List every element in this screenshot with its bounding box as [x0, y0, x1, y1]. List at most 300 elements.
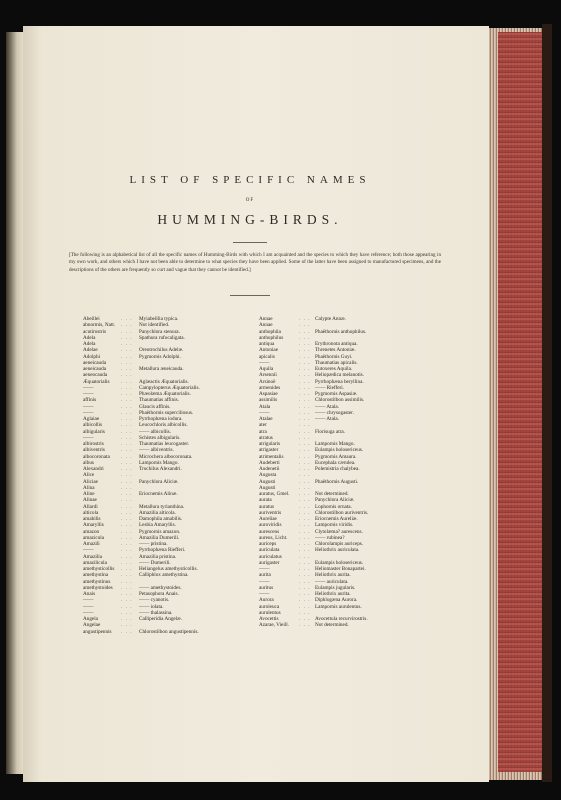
species-reference: —— cyanotis.	[139, 597, 170, 604]
leader-dots: . . .	[121, 341, 133, 347]
leader-dots: . . .	[299, 347, 311, 354]
species-reference: Eulampis jugularis.	[315, 584, 356, 591]
species-name: Amazilia	[83, 553, 103, 560]
species-name: Alinae	[83, 497, 97, 504]
species-reference: Amazilia Dumerili.	[139, 534, 180, 541]
leader-dots: . . .	[121, 528, 133, 535]
names-column-right	[259, 316, 439, 629]
leader-dots: . . .	[121, 497, 133, 504]
species-name: atrigaster	[259, 447, 279, 454]
species-name: ——	[259, 409, 270, 416]
species-reference: Chlorostilbon angustipennis.	[139, 628, 199, 635]
leader-dots: . . .	[299, 566, 311, 572]
leader-dots: . . .	[121, 509, 133, 516]
leader-dots: . . .	[299, 503, 311, 510]
leader-dots: . . .	[299, 534, 311, 541]
leader-dots: . . .	[121, 553, 133, 560]
species-reference: Threnetes Antoniæ.	[315, 347, 356, 354]
leader-dots: . . .	[121, 384, 133, 391]
leader-dots: . . .	[299, 378, 311, 385]
leader-dots: . . .	[121, 578, 133, 585]
species-reference: Eucephala cærulea.	[315, 459, 356, 466]
species-name: auritus	[259, 584, 274, 591]
species-name: Augusti	[259, 478, 276, 485]
leader-dots: . . .	[299, 322, 311, 329]
species-name: auroleuca	[259, 603, 280, 610]
leader-dots: . . .	[121, 572, 133, 579]
leader-dots: . . .	[121, 491, 133, 497]
species-reference: Petasophora Anais.	[139, 591, 179, 597]
leader-dots: . . .	[121, 322, 133, 329]
species-name: Aquila	[259, 366, 274, 372]
leader-dots: . . .	[121, 478, 133, 485]
species-reference: Not determined.	[315, 491, 349, 497]
leader-dots: . . .	[121, 453, 133, 460]
leader-dots: . . .	[299, 441, 311, 447]
species-reference: Calliperidia Angelæ.	[139, 616, 182, 622]
species-name: auriculata	[259, 547, 280, 554]
species-reference: Heliopædica melanotis.	[315, 372, 364, 379]
species-reference: Panychlora stenura.	[139, 328, 180, 335]
species-name: Æquatorialis	[83, 378, 110, 385]
leader-dots: . . .	[299, 559, 311, 566]
species-name: ——	[83, 384, 94, 391]
leader-dots: . . .	[299, 353, 311, 360]
species-name: apicalis	[259, 353, 275, 360]
species-reference: —— rubinea?	[315, 534, 345, 541]
species-reference: Heliangelus amethysticollis.	[139, 566, 198, 572]
species-name: Angela	[83, 616, 98, 622]
leader-dots: . . .	[121, 547, 133, 554]
species-reference: —— iolata.	[139, 603, 164, 610]
species-name: ——	[83, 547, 94, 554]
species-name: anthophilus	[259, 334, 284, 341]
species-name: ——	[83, 391, 94, 397]
leader-dots: . . .	[299, 384, 311, 391]
species-name: ——	[83, 597, 94, 604]
species-reference: Eulampis holosericeus.	[315, 447, 364, 454]
species-name: ——	[259, 359, 270, 366]
species-name: albicollis	[83, 422, 103, 429]
species-name: albirostris	[83, 441, 104, 447]
species-name: albigularis	[83, 428, 105, 435]
species-name: Annae	[259, 322, 273, 329]
species-name: acutirostris	[83, 328, 107, 335]
species-name: aureus, Licht.	[259, 534, 288, 541]
species-name: amethystinus	[83, 578, 111, 585]
leader-dots: . . .	[299, 609, 311, 616]
leader-dots: . . .	[299, 453, 311, 460]
species-name: aurigaster	[259, 559, 280, 566]
species-name: Aspasiae	[259, 391, 278, 397]
species-name: aurita	[259, 572, 271, 579]
leader-dots: . . .	[299, 578, 311, 585]
leader-dots: . . .	[299, 328, 311, 335]
species-reference: Amazilia alticola.	[139, 509, 176, 516]
species-reference: Lampornis Mango.	[139, 459, 179, 466]
leader-dots: . . .	[299, 416, 311, 422]
species-reference: Florisuga atra.	[315, 428, 345, 435]
species-name: ——	[259, 566, 270, 572]
leader-dots: . . .	[121, 584, 133, 591]
species-name: ——	[83, 403, 94, 410]
species-name: albiventris	[83, 447, 105, 454]
species-reference: Lophornis ornata.	[315, 503, 352, 510]
leader-dots: . . .	[121, 422, 133, 429]
species-name: angustipennis	[83, 628, 112, 635]
species-name: Alina	[83, 484, 95, 491]
leader-dots: . . .	[121, 378, 133, 385]
species-reference: Metallura tyrianthina.	[139, 503, 185, 510]
leader-dots: . . .	[299, 622, 311, 629]
species-name: aeneicauda	[83, 359, 107, 366]
leader-dots: . . .	[121, 541, 133, 547]
species-name: Aurora	[259, 597, 274, 604]
species-reference: —— auriculata.	[315, 578, 349, 585]
leader-dots: . . .	[299, 409, 311, 416]
leader-dots: . . .	[299, 547, 311, 554]
species-name: Aglaiae	[83, 416, 100, 422]
species-reference: Calypte Annæ.	[315, 316, 346, 322]
species-name: atrigularis	[259, 441, 281, 447]
species-reference: Myiabeillia typica.	[139, 316, 179, 322]
species-name: Abeillei	[83, 316, 100, 322]
leader-dots: . . .	[121, 466, 133, 472]
species-reference: —— thalassina.	[139, 609, 173, 616]
leader-dots: . . .	[121, 447, 133, 454]
leader-dots: . . .	[299, 484, 311, 491]
species-reference: Pyrrhophæna beryllina.	[315, 378, 364, 385]
species-name: aeneocauda	[83, 372, 108, 379]
leader-dots: . . .	[121, 334, 133, 341]
page-title-line1: LIST OF SPECIFIC NAMES	[129, 174, 371, 186]
species-reference: Pygmornis amazon.	[139, 528, 181, 535]
species-name: aurata	[259, 497, 272, 504]
species-reference: Chlorostilbon auriventris.	[315, 509, 369, 516]
species-reference: Trochilus Alexandri.	[139, 466, 182, 472]
species-reference: Chlorostilbon assimilis.	[315, 397, 365, 404]
species-reference: Polemistria chalybea.	[315, 466, 360, 472]
species-name: alticola	[83, 509, 99, 516]
leader-dots: . . .	[121, 503, 133, 510]
leader-dots: . . .	[121, 616, 133, 622]
species-reference: Leucochloris albicollis.	[139, 422, 188, 429]
species-name: Amazili	[83, 541, 100, 547]
species-reference: Phaëthornis superciliosus.	[139, 409, 194, 416]
species-name: ——	[259, 578, 270, 585]
leader-dots: . . .	[121, 628, 133, 635]
species-name: ater	[259, 422, 267, 429]
species-name: amazon	[83, 528, 100, 535]
leader-dots: . . .	[121, 441, 133, 447]
leader-dots: . . .	[121, 316, 133, 322]
left-page-edge	[6, 32, 24, 774]
leader-dots: . . .	[299, 522, 311, 529]
species-name: Aliciae	[83, 478, 98, 485]
leader-dots: . . .	[299, 428, 311, 435]
species-reference: —— chrysogaster.	[315, 409, 354, 416]
species-reference: Pygmornis Aspasiæ.	[315, 391, 358, 397]
species-reference: Amazilia pristina.	[139, 553, 177, 560]
species-reference: Heliothrix aurita.	[315, 591, 351, 597]
species-reference: Microchera albocoronata.	[139, 453, 193, 460]
leader-dots: . . .	[121, 603, 133, 610]
leader-dots: . . .	[299, 391, 311, 397]
species-name: abnormis, Natt.	[83, 322, 116, 329]
intro-rule	[230, 295, 270, 296]
intro-paragraph: [The following is an alphabetical list of all the specific names of Humming-Birds with which I am acquainted and the species to which they have reference; both those appearing in my own work, and others which I have not been able to determine to what species they have been applied. Some of the latter have been assigned to manufactured specimens, and the descriptions of the others are frequently so curt and vague that they cannot be identified.]	[69, 252, 441, 273]
species-reference: Calliphlox amethystina.	[139, 572, 189, 579]
leader-dots: . . .	[299, 403, 311, 410]
species-reference: Heliothrix auriculata.	[315, 547, 360, 554]
species-reference: Spathura rufocaligata.	[139, 334, 185, 341]
species-reference: Phæolæma Æquatorialis.	[139, 391, 191, 397]
leader-dots: . . .	[121, 353, 133, 360]
species-name: Arsinoë	[259, 378, 276, 385]
leader-dots: . . .	[121, 428, 133, 435]
leader-dots: . . .	[121, 622, 133, 629]
leader-dots: . . .	[299, 459, 311, 466]
leader-dots: . . .	[299, 553, 311, 560]
species-name: auroviridis	[259, 522, 282, 529]
species-reference: —— amethystoides.	[139, 584, 182, 591]
species-name: aurescens	[259, 528, 280, 535]
leader-dots: . . .	[121, 347, 133, 354]
species-reference: —— Riefferi.	[315, 384, 345, 391]
leader-dots: . . .	[299, 616, 311, 622]
species-reference: Diphlogæna Aurora.	[315, 597, 358, 604]
leader-dots: . . .	[121, 591, 133, 597]
species-reference: Phaëthornis Augusti.	[315, 478, 359, 485]
species-name: anthophila	[259, 328, 281, 335]
species-name: ——	[83, 603, 94, 610]
species-name: ——	[83, 434, 94, 441]
species-reference: —— Atala.	[315, 403, 339, 410]
species-reference: Pyrrhophæna iodura.	[139, 416, 183, 422]
leader-dots: . . .	[299, 447, 311, 454]
species-name: amazilicula	[83, 559, 107, 566]
species-reference: Phaëthornis Guyi.	[315, 353, 353, 360]
species-reference: Panychlora Aliciæ.	[139, 478, 179, 485]
species-name: Azarae, Vieill.	[259, 622, 289, 629]
species-reference: Erythronota antiqua.	[315, 341, 358, 347]
leader-dots: . . .	[121, 328, 133, 335]
leader-dots: . . .	[121, 484, 133, 491]
species-reference: Phaëthornis anthophilus.	[315, 328, 367, 335]
species-reference: Lampornis aurulentus.	[315, 603, 362, 610]
leader-dots: . . .	[121, 434, 133, 441]
species-name: Alice	[83, 472, 95, 479]
species-reference: Eulampis holosericeus.	[315, 559, 364, 566]
species-name: Alexandri	[83, 466, 104, 472]
species-name: amethystina	[83, 572, 109, 579]
leader-dots: . . .	[299, 591, 311, 597]
species-reference: Thaumatias leucogaster.	[139, 441, 190, 447]
leader-dots: . . .	[299, 466, 311, 472]
leader-dots: . . .	[299, 603, 311, 610]
species-name: Annae	[259, 316, 273, 322]
species-name: Adolphi	[83, 353, 101, 360]
species-name: aeneicauda	[83, 366, 107, 372]
species-name: atratus	[259, 434, 273, 441]
leader-dots: . . .	[121, 472, 133, 479]
species-name: Adela	[83, 334, 96, 341]
leader-dots: . . .	[299, 316, 311, 322]
species-reference: Avocettula recurvirostris.	[315, 616, 368, 622]
species-name: auriceps	[259, 541, 277, 547]
list-item	[259, 622, 439, 628]
species-name: Aline	[83, 491, 95, 497]
leader-dots: . . .	[121, 516, 133, 522]
cover-board	[542, 24, 552, 782]
species-name: armenides	[259, 384, 281, 391]
leader-dots: . . .	[121, 397, 133, 404]
species-name: Atalae	[259, 416, 273, 422]
species-reference: Lesbia Amaryllis.	[139, 522, 176, 529]
leader-dots: . . .	[121, 566, 133, 572]
species-name: albocoronata	[83, 453, 110, 460]
species-reference: Glaucis affinis.	[139, 403, 171, 410]
species-reference: Damophila amabilis.	[139, 516, 183, 522]
leader-dots: . . .	[299, 509, 311, 516]
page-title-line3: HUMMING-BIRDS.	[157, 212, 343, 227]
species-reference: Pyrrhophæna Riefferi.	[139, 547, 186, 554]
species-reference: Eriocnemis Aureliæ.	[315, 516, 358, 522]
leader-dots: . . .	[299, 478, 311, 485]
species-name: atrimentalis	[259, 453, 284, 460]
species-reference: —— albiventris.	[139, 447, 174, 454]
leader-dots: . . .	[299, 584, 311, 591]
species-reference: Oreotrochilus Adelæ.	[139, 347, 184, 354]
leader-dots: . . .	[299, 341, 311, 347]
species-reference: Eriocnemis Alinæ.	[139, 491, 178, 497]
species-name: ——	[83, 609, 94, 616]
species-reference: —— pristina.	[139, 541, 168, 547]
species-name: Augusta	[259, 472, 277, 479]
species-name: Allardi	[83, 503, 98, 510]
species-reference: Pygmornis Adolphi.	[139, 353, 181, 360]
species-reference: —— albicollis.	[139, 428, 171, 435]
species-reference: Aglæactis Æquatorialis.	[139, 378, 189, 385]
species-name: Adelae	[83, 347, 98, 354]
leader-dots: . . .	[299, 372, 311, 379]
species-name: auriculatus	[259, 553, 282, 560]
leader-dots: . . .	[299, 572, 311, 579]
species-name: Audenetii	[259, 466, 280, 472]
species-name: Adela	[83, 341, 96, 347]
leader-dots: . . .	[121, 522, 133, 529]
leader-dots: . . .	[299, 516, 311, 522]
species-reference: Not identified.	[139, 322, 170, 329]
species-name: auriventris	[259, 509, 282, 516]
species-name: atra	[259, 428, 267, 435]
leader-dots: . . .	[121, 597, 133, 604]
leader-dots: . . .	[299, 472, 311, 479]
leader-dots: . . .	[121, 609, 133, 616]
leader-dots: . . .	[121, 409, 133, 416]
species-name: albus	[83, 459, 94, 466]
species-reference: Lampornis viridis.	[315, 522, 354, 529]
species-reference: Not determined.	[315, 622, 349, 629]
species-reference: Thaumatias apicalis.	[315, 359, 358, 366]
species-name: ——	[259, 591, 270, 597]
species-name: Avocettis	[259, 616, 279, 622]
species-reference: —— Atala.	[315, 416, 339, 422]
leader-dots: . . .	[299, 334, 311, 341]
leader-dots: . . .	[121, 366, 133, 372]
leader-dots: . . .	[299, 366, 311, 372]
names-column-left	[83, 316, 243, 635]
species-name: amethystoides	[83, 584, 113, 591]
species-name: amazicula	[83, 534, 105, 541]
species-reference: Campylopterus Æquatorialis.	[139, 384, 200, 391]
species-name: amethysticollis	[83, 566, 115, 572]
leader-dots: . . .	[299, 497, 311, 504]
leader-dots: . . .	[299, 422, 311, 429]
leader-dots: . . .	[121, 416, 133, 422]
species-name: ——	[83, 409, 94, 416]
marbled-fore-edge	[498, 32, 544, 772]
species-name: Antoniae	[259, 347, 279, 354]
species-name: Audeberti	[259, 459, 280, 466]
species-reference: Schistes albigularis.	[139, 434, 181, 441]
title-rule	[233, 242, 267, 243]
species-name: Amaryllis	[83, 522, 104, 529]
species-name: Atala	[259, 403, 271, 410]
leader-dots: . . .	[299, 528, 311, 535]
species-name: amabilis	[83, 516, 101, 522]
species-reference: —— Dumerili.	[139, 559, 171, 566]
leader-dots: . . .	[299, 359, 311, 366]
leader-dots: . . .	[299, 597, 311, 604]
species-reference: Heliothrix aurita.	[315, 572, 351, 579]
species-name: auratus	[259, 503, 274, 510]
species-name: Angelae	[83, 622, 101, 629]
leader-dots: . . .	[299, 491, 311, 497]
species-reference: Lampornis Mango.	[315, 441, 355, 447]
species-name: affinis	[83, 397, 97, 404]
leader-dots: . . .	[121, 459, 133, 466]
species-name: Anais	[83, 591, 96, 597]
species-reference: Thaumatias affinis.	[139, 397, 179, 404]
species-name: Augusti	[259, 484, 276, 491]
species-name: assimilis	[259, 397, 278, 404]
leader-dots: . . .	[299, 541, 311, 547]
species-name: Aureliae	[259, 516, 277, 522]
species-name: aurulentus	[259, 609, 281, 616]
species-reference: Chlorolampis auriceps.	[315, 541, 364, 547]
leader-dots: . . .	[299, 397, 311, 404]
leader-dots: . . .	[299, 434, 311, 441]
leader-dots: . . .	[121, 534, 133, 541]
leader-dots: . . .	[121, 391, 133, 397]
leader-dots: . . .	[121, 359, 133, 366]
leader-dots: . . .	[121, 372, 133, 379]
species-name: Arsennii	[259, 372, 277, 379]
species-name: antiqua	[259, 341, 275, 347]
species-reference: Metallura æneicauda.	[139, 366, 184, 372]
leader-dots: . . .	[121, 403, 133, 410]
species-reference: Pygmornis Amaura.	[315, 453, 357, 460]
page-title-line2: OF	[245, 198, 255, 203]
list-item	[83, 629, 243, 635]
leader-dots: . . .	[121, 559, 133, 566]
species-reference: Eutoxeres Aquila.	[315, 366, 353, 372]
species-reference: Clytolæma? aurescens.	[315, 528, 363, 535]
species-reference: Heliomaster Bonapartei.	[315, 566, 366, 572]
species-reference: Panychlora Aliciæ.	[315, 497, 355, 504]
species-name: auratus, Gmel.	[259, 491, 290, 497]
